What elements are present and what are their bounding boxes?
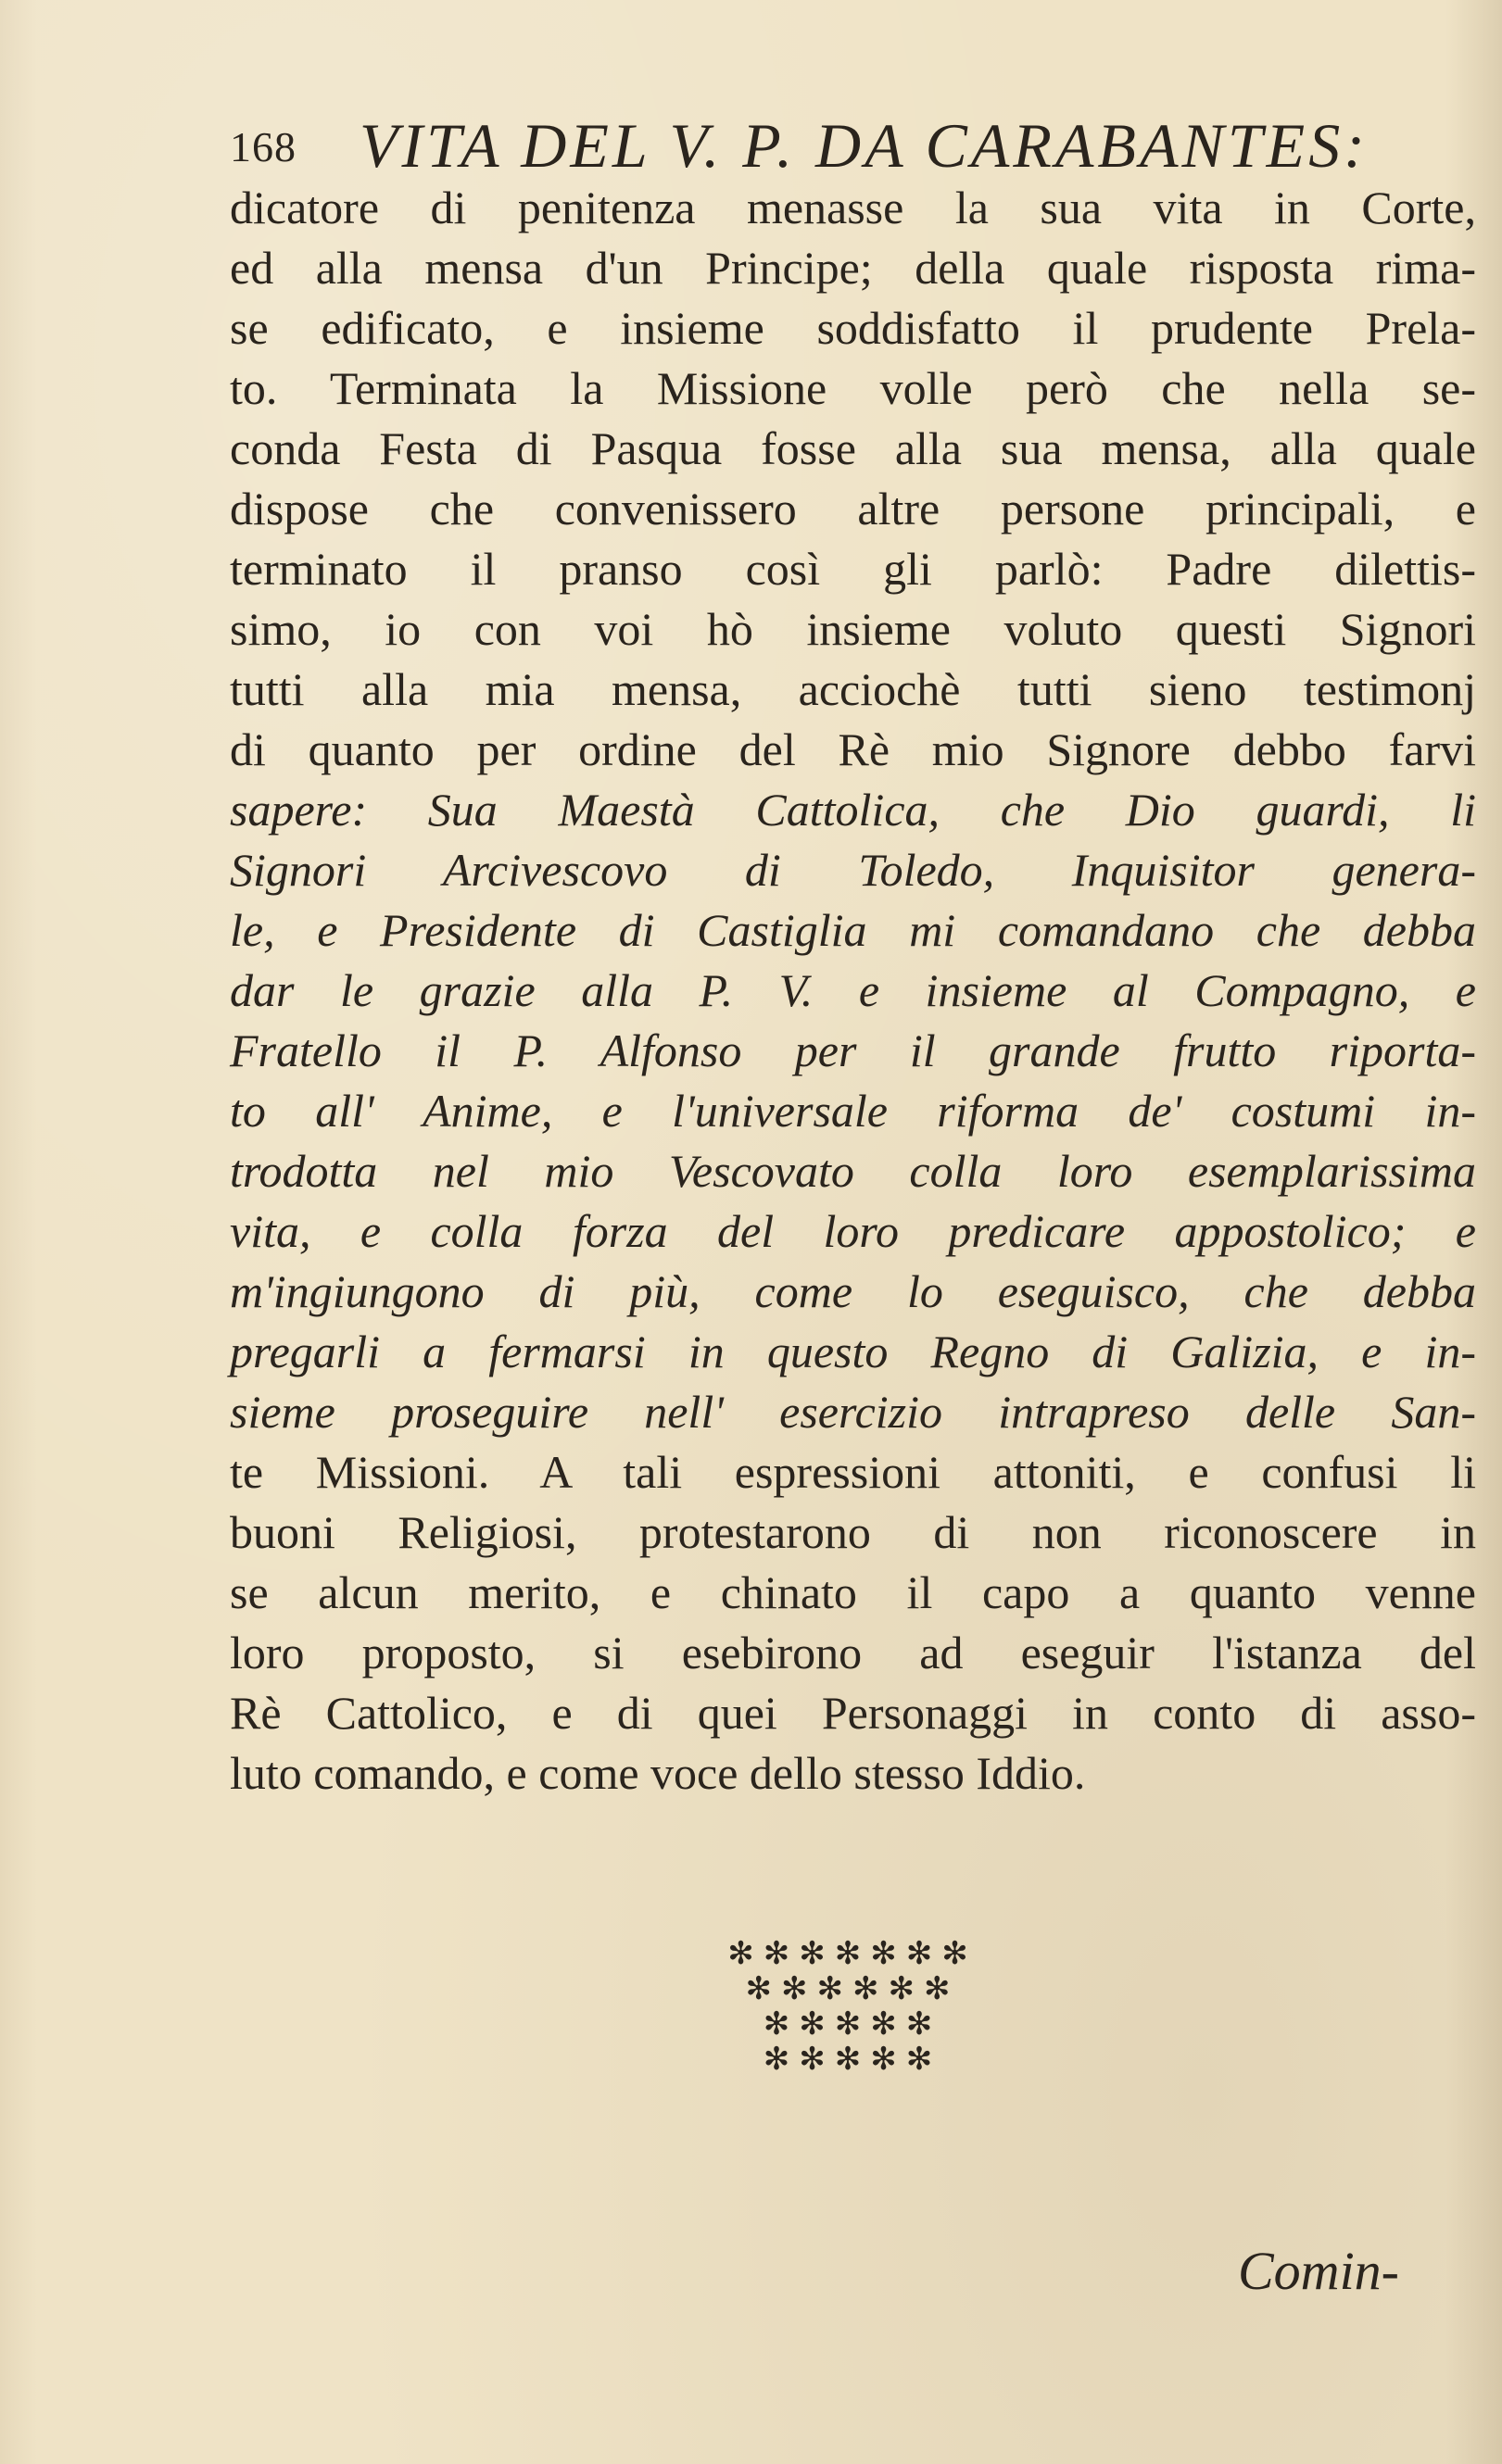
text-line: dar le grazie alla P. V. e insieme al Compagno, e bbox=[230, 964, 1476, 1016]
text-line: le, e Presidente di Castiglia mi comandano che debba bbox=[230, 904, 1476, 956]
text-line: se alcun merito, e chinato il capo a quanto venne bbox=[230, 1566, 1476, 1618]
text-line: dicatore di penitenza menasse la sua vita in Corte, bbox=[230, 182, 1476, 233]
running-head-title: VITA DEL V. P. DA CARABANTES: bbox=[360, 110, 1369, 181]
text-line: ed alla mensa d'un Principe; della quale risposta rima- bbox=[230, 242, 1476, 294]
ornament-row: ✻✻✻✻✻✻ bbox=[745, 1970, 960, 2007]
text-line: te Missioni. A tali espressioni attoniti, e confusi li bbox=[230, 1446, 1476, 1498]
text-line: se edificato, e insieme soddisfatto il prudente Prela- bbox=[230, 302, 1476, 354]
ornament-row: ✻✻✻✻✻✻✻ bbox=[727, 1935, 978, 1972]
text-line: Rè Cattolico, e di quei Personaggi in conto di asso- bbox=[230, 1687, 1476, 1739]
text-line: simo, io con voi hò insieme voluto questi Signori bbox=[230, 603, 1476, 655]
text-line: sapere: Sua Maestà Cattolica, che Dio guardi, li bbox=[230, 784, 1476, 836]
catchword: Comin- bbox=[1238, 2241, 1399, 2301]
text-line: Signori Arcivescovo di Toledo, Inquisitor genera- bbox=[230, 844, 1476, 896]
text-line: dispose che convenissero altre persone principali, e bbox=[230, 483, 1476, 534]
text-line: loro proposto, si esebirono ad eseguir l'istanza del bbox=[230, 1627, 1476, 1678]
running-head bbox=[230, 109, 1502, 183]
ornament-row: ✻✻✻✻✻ bbox=[763, 2041, 942, 2078]
text-line: pregarli a fermarsi in questo Regno di Galizia, e in- bbox=[230, 1326, 1476, 1377]
text-line: di quanto per ordine del Rè mio Signore debbo farvi bbox=[230, 723, 1476, 775]
asterisk-ornament-icon bbox=[649, 1936, 1056, 2077]
text-line: to. Terminata la Missione volle però che nella se- bbox=[230, 362, 1476, 414]
text-line: sieme proseguire nell' esercizio intrapreso delle San- bbox=[230, 1386, 1476, 1438]
text-line: buoni Religiosi, protestarono di non riconoscere in bbox=[230, 1506, 1476, 1558]
text-line: vita, e colla forza del loro predicare appostolico; e bbox=[230, 1205, 1476, 1257]
text-line: conda Festa di Pasqua fosse alla sua mensa, alla quale bbox=[230, 422, 1476, 474]
page-number: 168 bbox=[230, 123, 297, 170]
text-line: trodotta nel mio Vescovato colla loro esemplarissima bbox=[230, 1145, 1476, 1197]
ornament-row: ✻✻✻✻✻ bbox=[763, 2005, 942, 2043]
text-line: luto comando, e come voce dello stesso Iddio. bbox=[230, 1747, 1086, 1799]
body-text bbox=[230, 178, 1476, 1804]
text-line: Fratello il P. Alfonso per il grande frutto riporta- bbox=[230, 1025, 1476, 1076]
text-line: to all' Anime, e l'universale riforma de' costumi in- bbox=[230, 1085, 1476, 1137]
text-line: terminato il pranso così gli parlò: Padre dilettis- bbox=[230, 543, 1476, 595]
text-line: tutti alla mia mensa, acciochè tutti sieno testimonj bbox=[230, 663, 1476, 715]
text-line: m'ingiungono di più, come lo eseguisco, che debba bbox=[230, 1265, 1476, 1317]
